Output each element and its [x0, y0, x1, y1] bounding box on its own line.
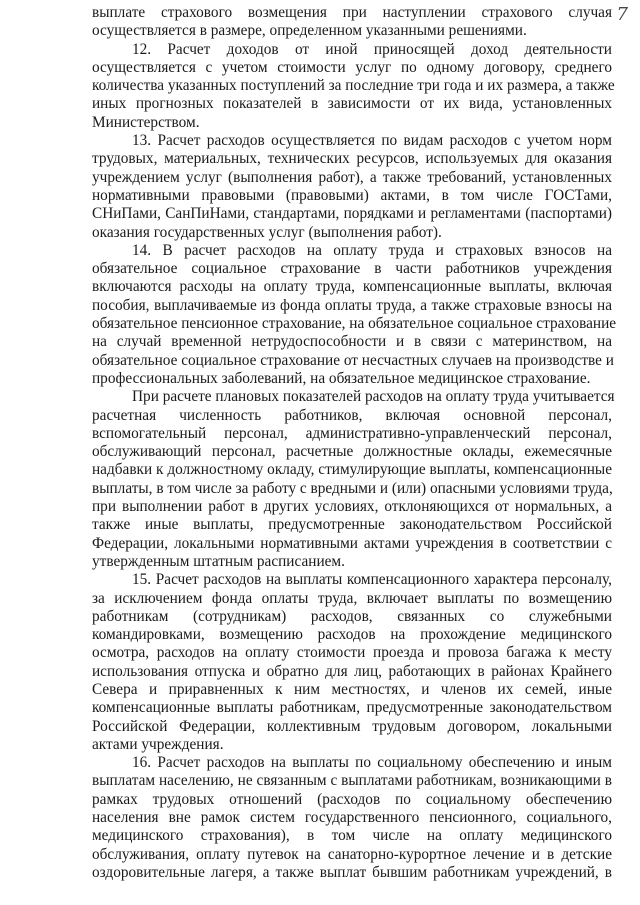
text-line: Федерации, локальными нормативными актами учреждения в соответствии с	[92, 534, 612, 552]
text-line: Министерством.	[92, 113, 200, 131]
text-line: осуществляется с учетом стоимости услуг по одному договору, среднего	[92, 58, 612, 76]
text-line: осмотра, расходов на оплату стоимости проезда и провоза багажа к месту	[92, 644, 612, 662]
text-line: СНиПами, СанПиНами, стандартами, порядками и регламентами (паспортами)	[92, 205, 612, 223]
text-line: обслуживания, оплату путевок на санаторно-курортное лечение и в детские	[92, 845, 612, 863]
text-line: обязательное социальное страхование от несчастных случаев на производстве и	[92, 351, 614, 369]
text-line: Российской Федерации, коллективным трудовым договором, локальными	[92, 717, 612, 735]
text-line: трудовых, материальных, технических ресурсов, используемых для оказания	[92, 150, 612, 168]
text-line: оказания государственных услуг (выполнения работ).	[92, 223, 442, 241]
text-line: актами учреждения.	[92, 735, 224, 753]
text-line: пособия, выплачиваемые из фонда оплаты труда, а также страховые взносы на	[92, 296, 612, 314]
text-line: надбавки к должностному окладу, стимулирующие выплаты, компенсационные	[92, 461, 612, 479]
text-line: за исключением фонда оплаты труда, включает выплаты по возмещению	[92, 589, 612, 607]
text-line: осуществляется в размере, определенном указанными решениями.	[92, 22, 527, 40]
text-line: выплатам населению, не связанным с выплатами работникам, возникающими в	[92, 772, 612, 790]
text-line: рамках трудовых отношений (расходов по социальному обеспечению	[92, 790, 612, 808]
page-number: 7	[616, 4, 628, 25]
text-line: обслуживающий персонал, расчетные должностные оклады, ежемесячные	[92, 443, 612, 461]
text-line: 15. Расчет расходов на выплаты компенсационного характера персоналу,	[132, 571, 612, 589]
text-line: командировками, возмещению расходов на прохождение медицинского	[92, 626, 612, 644]
text-line: иных прогнозных показателей в зависимости от их вида, установленных	[92, 95, 612, 113]
paragraph-p14	[92, 241, 617, 388]
text-line: на случай временной нетрудоспособности и в связи с материнством, на	[92, 333, 612, 351]
text-line: выплаты, в том числе за работу с вредными и (или) опасными условиями труда,	[92, 479, 613, 497]
text-line: обязательное пенсионное страхование, на обязательное социальное страхование	[92, 315, 617, 333]
paragraph-p13	[92, 132, 612, 242]
paragraph-p-continued	[92, 4, 612, 41]
text-line: количества указанных поступлений за последние три года и их размера, а также	[92, 77, 615, 95]
text-line: населения вне рамок систем государственного пенсионного, социального,	[92, 809, 612, 827]
text-line: 12. Расчет доходов от иной приносящей доход деятельности	[132, 40, 612, 58]
text-line: утвержденным штатным расписанием.	[92, 552, 345, 570]
text-line: оздоровительные лагеря, а также выплат бывшим работникам учреждений, в	[92, 863, 612, 881]
text-line: использования отпуска и обратно для лиц, работающих в районах Крайнего	[92, 662, 612, 680]
text-line: 13. Расчет расходов осуществляется по видам расходов с учетом норм	[132, 132, 612, 150]
text-line: профессиональных заболеваний, на обязательное медицинское страхование.	[92, 369, 591, 387]
text-line: медицинского страхования), в том числе на оплату медицинского	[92, 827, 612, 845]
text-line: обязательное социальное страхование в части работников учреждения	[92, 260, 612, 278]
text-line: компенсационные выплаты работникам, предусмотренные законодательством	[92, 699, 612, 717]
text-line: нормативными правовыми (правовыми) актами, в том числе ГОСТами,	[92, 186, 612, 204]
text-line: 14. В расчет расходов на оплату труда и страховых взносов на	[132, 241, 612, 259]
text-line: расчетная численность работников, включая основной персонал,	[92, 406, 612, 424]
paragraph-p16	[92, 754, 612, 882]
text-line: Севера и приравненных к ним местностях, и членов их семей, иные	[92, 680, 612, 698]
text-line: работникам (сотрудникам) расходов, связанных со служебными	[92, 607, 612, 625]
text-line: 16. Расчет расходов на выплаты по социальному обеспечению и иным	[132, 754, 612, 772]
text-line: учреждением услуг (выполнения работ), а также требований, установленных	[92, 168, 612, 186]
text-line: выплате страхового возмещения при наступлении страхового случая	[92, 4, 612, 21]
text-line: также иные выплаты, предусмотренные законодательством Российской	[92, 516, 612, 534]
text-line: при выполнении работ в других условиях, отклоняющихся от нормальных, а	[92, 498, 612, 516]
paragraph-p14b	[92, 388, 615, 571]
paragraph-p12	[92, 40, 615, 132]
text-line: При расчете плановых показателей расходов на оплату труда учитывается	[132, 388, 615, 406]
paragraph-p15	[92, 571, 612, 754]
text-line: вспомогательный персонал, административно-управленческий персонал,	[92, 424, 612, 442]
document-page	[92, 4, 617, 882]
text-line: включаются расходы на оплату труда, компенсационные выплаты, включая	[92, 278, 612, 296]
